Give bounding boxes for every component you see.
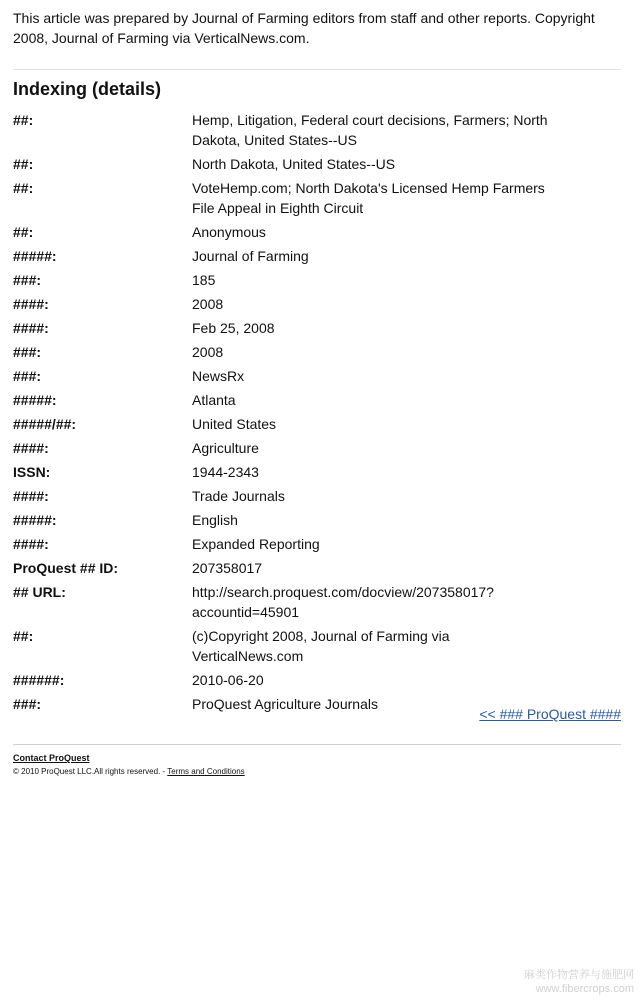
terms-and-conditions-link[interactable]: Terms and Conditions bbox=[167, 767, 245, 776]
index-row bbox=[13, 534, 621, 558]
index-label: ###: bbox=[13, 696, 42, 712]
index-value: NewsRx bbox=[192, 368, 245, 384]
footer bbox=[13, 752, 245, 778]
index-label: ##: bbox=[13, 224, 34, 240]
index-row bbox=[13, 626, 621, 670]
index-row bbox=[13, 110, 621, 154]
index-label: #####/##: bbox=[13, 416, 77, 432]
index-value: English bbox=[192, 512, 238, 528]
index-row bbox=[13, 582, 621, 626]
index-value: 2008 bbox=[192, 296, 224, 312]
index-value: United States bbox=[192, 416, 277, 432]
bottom-divider bbox=[13, 744, 621, 745]
index-row bbox=[13, 438, 621, 462]
index-row bbox=[13, 154, 621, 178]
index-value: North Dakota, United States--US bbox=[192, 156, 396, 172]
index-row bbox=[13, 222, 621, 246]
index-row bbox=[13, 342, 621, 366]
index-value: 185 bbox=[192, 272, 216, 288]
intro-text: This article was prepared by Journal of Farming editors from staff and other reports. Copyright 2008, Journal of Farming via VerticalNews.com. bbox=[13, 10, 595, 46]
index-row bbox=[13, 390, 621, 414]
index-value: 2008 bbox=[192, 344, 224, 360]
index-label: ####: bbox=[13, 296, 49, 312]
index-value: Hemp, Litigation, Federal court decisions, Farmers; North Dakota, United States--US bbox=[192, 112, 548, 148]
index-value: Anonymous bbox=[192, 224, 266, 240]
index-row bbox=[13, 486, 621, 510]
index-row bbox=[13, 318, 621, 342]
index-value: Atlanta bbox=[192, 392, 236, 408]
index-row bbox=[13, 270, 621, 294]
index-label: ######: bbox=[13, 672, 65, 688]
index-value: Expanded Reporting bbox=[192, 536, 320, 552]
index-value: VoteHemp.com; North Dakota's Licensed Hemp Farmers File Appeal in Eighth Circuit bbox=[192, 180, 545, 216]
indexing-details-table bbox=[13, 110, 621, 718]
index-row bbox=[13, 670, 621, 694]
index-row bbox=[13, 246, 621, 270]
index-row bbox=[13, 366, 621, 390]
watermark-url: www.fibercrops.com bbox=[535, 983, 634, 995]
index-label: ###: bbox=[13, 272, 42, 288]
watermark bbox=[524, 968, 634, 996]
indexing-details-body bbox=[13, 110, 621, 718]
index-label: ##: bbox=[13, 112, 34, 128]
index-row bbox=[13, 414, 621, 438]
index-label: #####: bbox=[13, 392, 57, 408]
index-value: Feb 25, 2008 bbox=[192, 320, 275, 336]
index-row bbox=[13, 462, 621, 486]
index-label: ###: bbox=[13, 344, 42, 360]
index-label: ##: bbox=[13, 156, 34, 172]
index-label: ProQuest ## ID: bbox=[13, 560, 119, 576]
index-value: Journal of Farming bbox=[192, 248, 309, 264]
index-label: ####: bbox=[13, 320, 49, 336]
index-row bbox=[13, 510, 621, 534]
top-divider bbox=[13, 69, 621, 70]
index-label: ## URL: bbox=[13, 584, 66, 600]
contact-proquest-link[interactable]: Contact ProQuest bbox=[13, 753, 90, 763]
index-value: 1944-2343 bbox=[192, 464, 259, 480]
index-label: ####: bbox=[13, 440, 49, 456]
index-label: ##: bbox=[13, 180, 34, 196]
index-label: ##: bbox=[13, 628, 34, 644]
index-row bbox=[13, 178, 621, 222]
index-value: Trade Journals bbox=[192, 488, 285, 504]
index-value: ProQuest Agriculture Journals bbox=[192, 696, 378, 712]
index-row bbox=[13, 558, 621, 582]
copyright-text: © 2010 ProQuest LLC.All rights reserved. - bbox=[13, 767, 168, 776]
index-value: 2010-06-20 bbox=[192, 672, 264, 688]
back-to-proquest-link[interactable]: << ### ProQuest #### bbox=[479, 706, 621, 722]
index-label: #####: bbox=[13, 512, 57, 528]
index-label: ####: bbox=[13, 488, 49, 504]
index-label: #####: bbox=[13, 248, 57, 264]
index-value: http://search.proquest.com/docview/207358017?accountid=45901 bbox=[192, 584, 494, 620]
index-label: ####: bbox=[13, 536, 49, 552]
index-value: 207358017 bbox=[192, 560, 263, 576]
index-label: ISSN: bbox=[13, 464, 51, 480]
index-row bbox=[13, 294, 621, 318]
footer-copyright-line bbox=[13, 765, 245, 778]
index-label: ###: bbox=[13, 368, 42, 384]
watermark-site-name: 麻类作物营养与施肥网 bbox=[524, 969, 634, 981]
index-value: (c)Copyright 2008, Journal of Farming via VerticalNews.com bbox=[192, 628, 450, 664]
index-value: Agriculture bbox=[192, 440, 259, 456]
indexing-heading: Indexing (details) bbox=[13, 79, 162, 99]
